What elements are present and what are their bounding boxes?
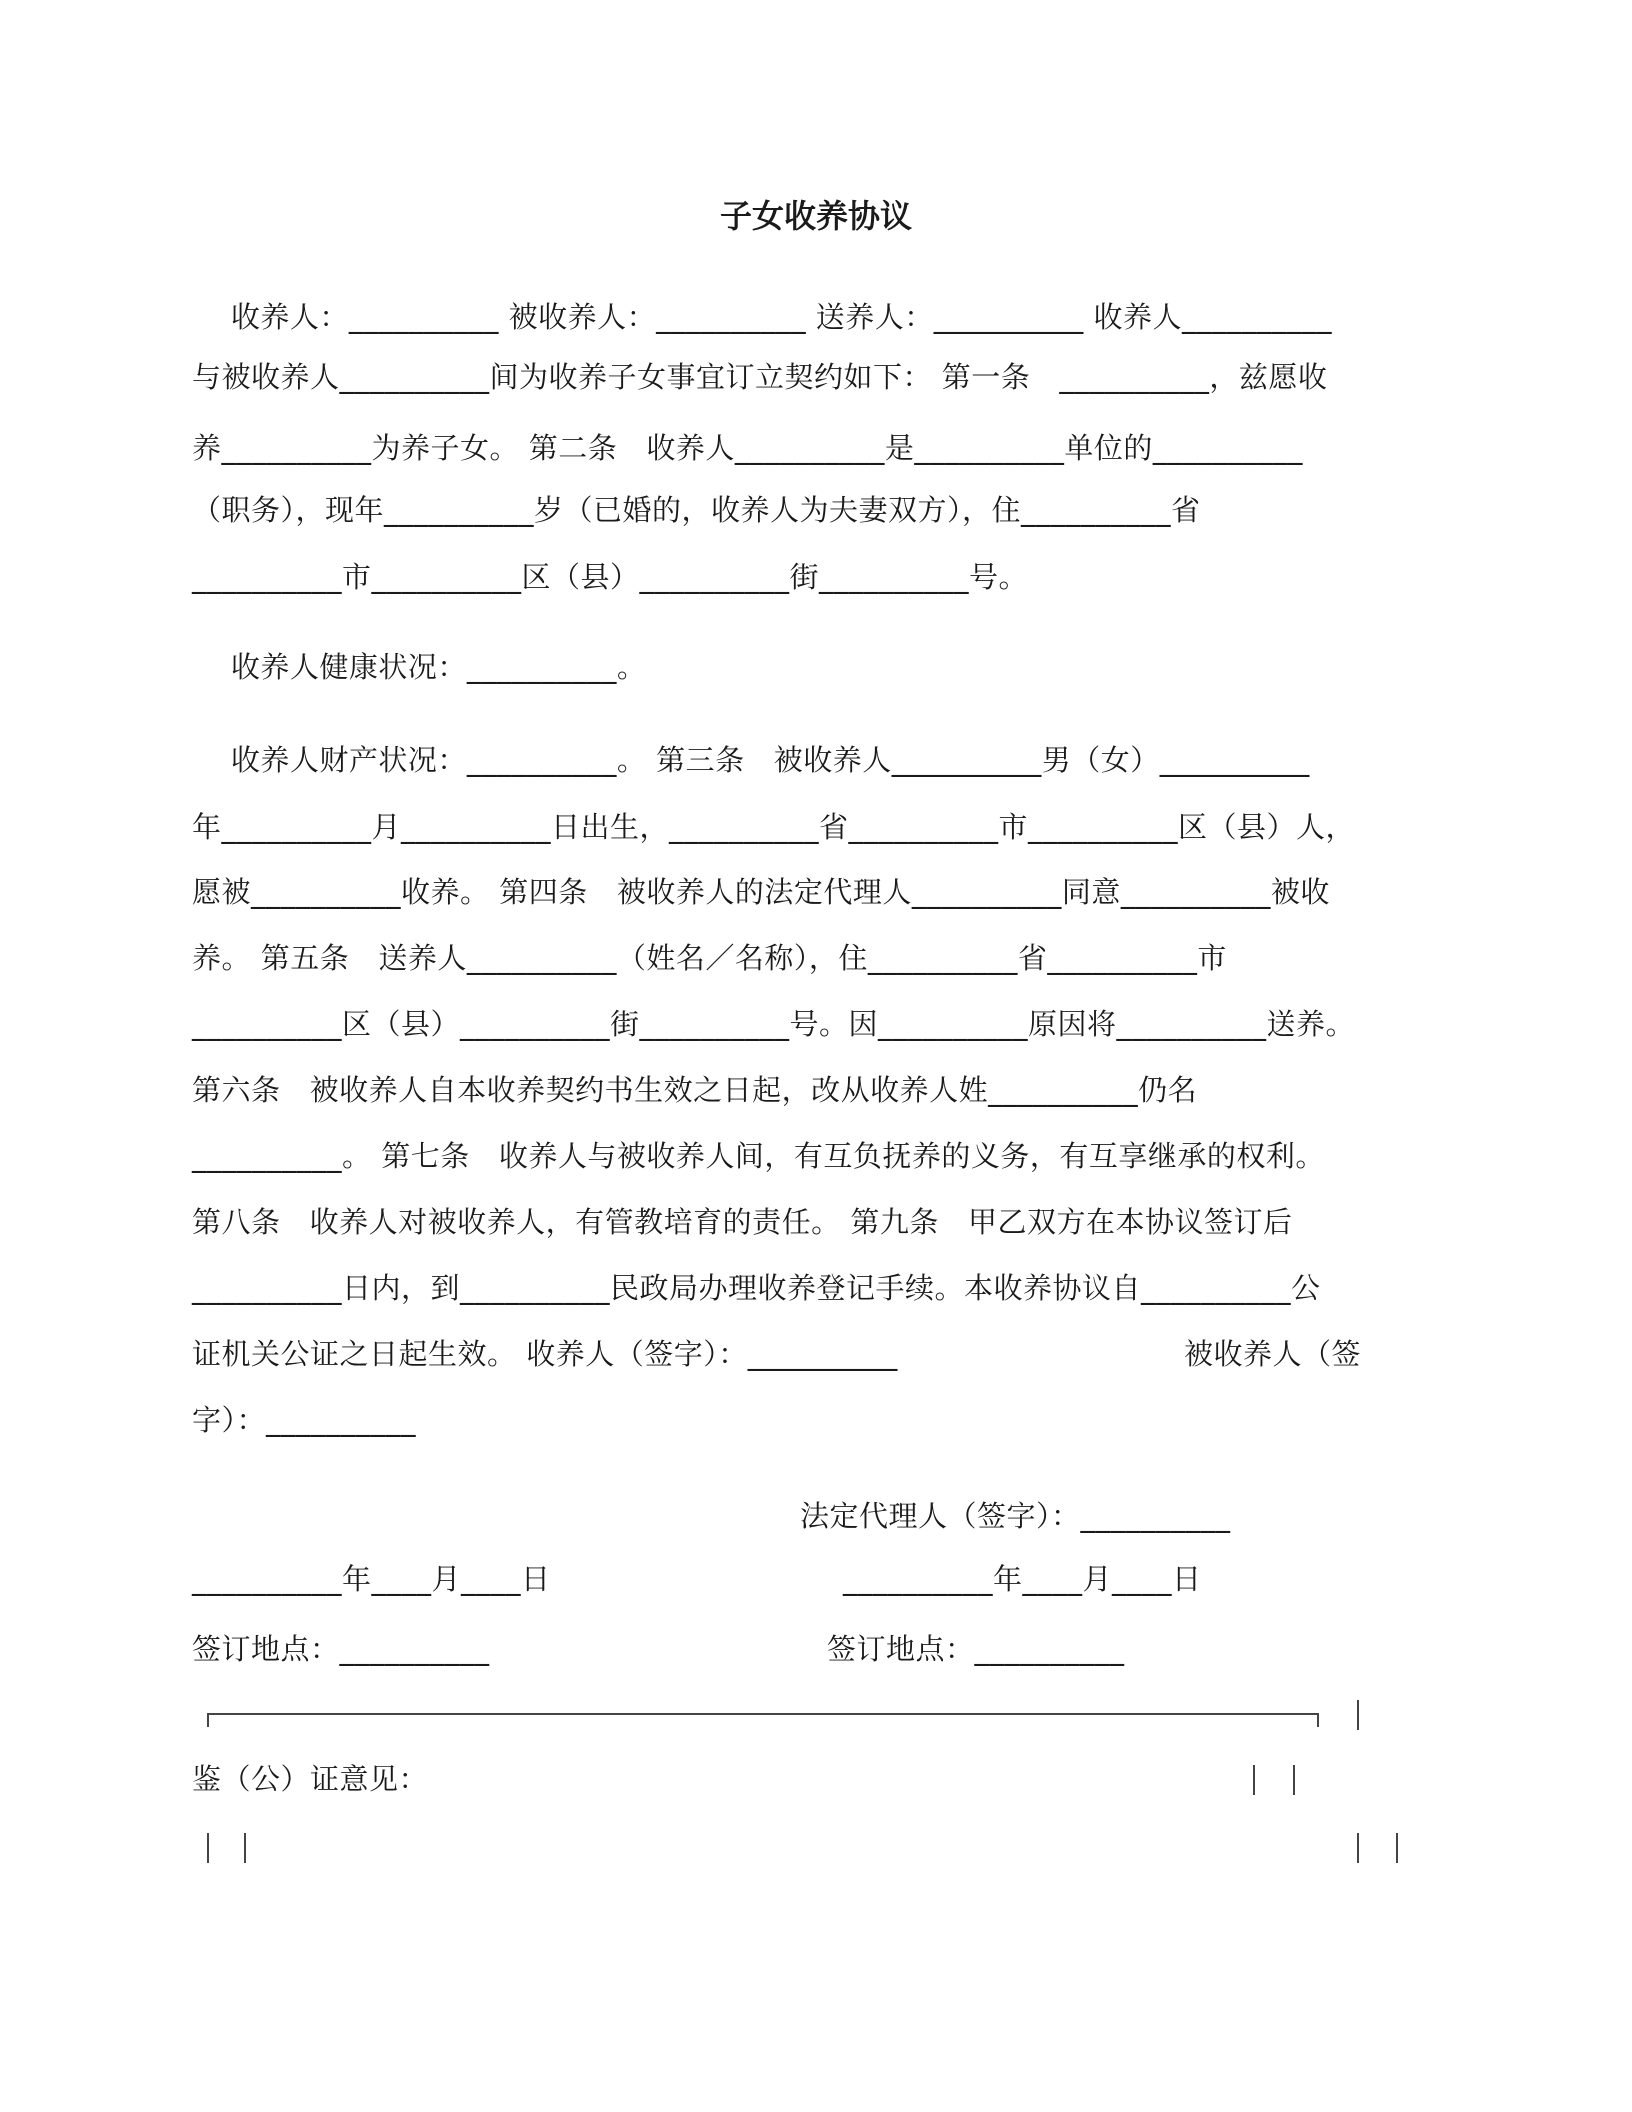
table-border-tick-right [1317,1713,1319,1727]
adoptee-sign-fragment: 被收养人（签 [1184,1337,1362,1371]
body-line-5: __________市__________区（县）__________街__________号。 [192,560,1029,594]
body-line-10: 养。 第五条 送养人__________（姓名／名称），住__________省__________市 [192,941,1227,975]
date-right: __________年____月____日 [843,1562,1202,1596]
body-line-13: __________。 第七条 收养人与被收养人间，有互负抚养的义务，有互享继承的权利。 [192,1139,1325,1173]
body-line-16: 证机关公证之日起生效。 收养人（签字）：__________ [192,1337,898,1371]
body-line-15: __________日内，到__________民政局办理收养登记手续。本收养协议自__________公 [192,1271,1321,1305]
body-line-12: 第六条 被收养人自本收养契约书生效之日起，改从收养人姓__________仍名 [192,1073,1198,1107]
body-line-7: 收养人财产状况：__________。 第三条 被收养人__________男（女）__________ [192,743,1310,777]
table-divider-5 [1357,1833,1359,1863]
table-divider-4 [244,1833,246,1863]
body-line-14: 第八条 收养人对被收养人，有管教培育的责任。 第九条 甲乙双方在本协议签订后 [192,1205,1293,1239]
body-line-8: 年__________月__________日出生，__________省__________市__________区（县）人， [192,810,1356,844]
table-border-right-top [1357,1700,1359,1730]
body-line-4: （职务），现年__________岁（已婚的，收养人为夫妻双方），住__________省 [192,493,1201,527]
table-divider-1 [1253,1765,1255,1795]
body-line-11: __________区（县）__________街__________号。因__________原因将__________送养。 [192,1007,1356,1041]
document-title: 子女收养协议 [719,197,912,235]
body-line-1: 收养人：__________ 被收养人：__________ 送养人：__________ 收养人__________ [192,300,1333,334]
table-divider-6 [1396,1833,1398,1863]
body-line-17: 字）：__________ [192,1403,417,1437]
signing-place-left: 签订地点：__________ [192,1632,490,1666]
body-line-6: 收养人健康状况：__________。 [192,650,647,684]
body-line-9: 愿被__________收养。 第四条 被收养人的法定代理人__________同意__________被收 [192,875,1330,909]
table-top-border [207,1713,1317,1715]
notary-opinion-label: 鉴（公）证意见： [192,1762,429,1796]
guardian-signature: 法定代理人（签字）：__________ [800,1499,1231,1533]
table-border-tick-left [207,1713,209,1727]
table-divider-3 [207,1833,209,1863]
signing-place-right: 签订地点：__________ [827,1632,1125,1666]
date-left: __________年____月____日 [192,1562,551,1596]
body-line-2: 与被收养人__________间为收养子女事宜订立契约如下： 第一条 __________，兹愿收 [192,360,1328,394]
table-divider-2 [1293,1765,1295,1795]
body-line-3: 养__________为养子女。 第二条 收养人__________是__________单位的__________ [192,431,1303,465]
